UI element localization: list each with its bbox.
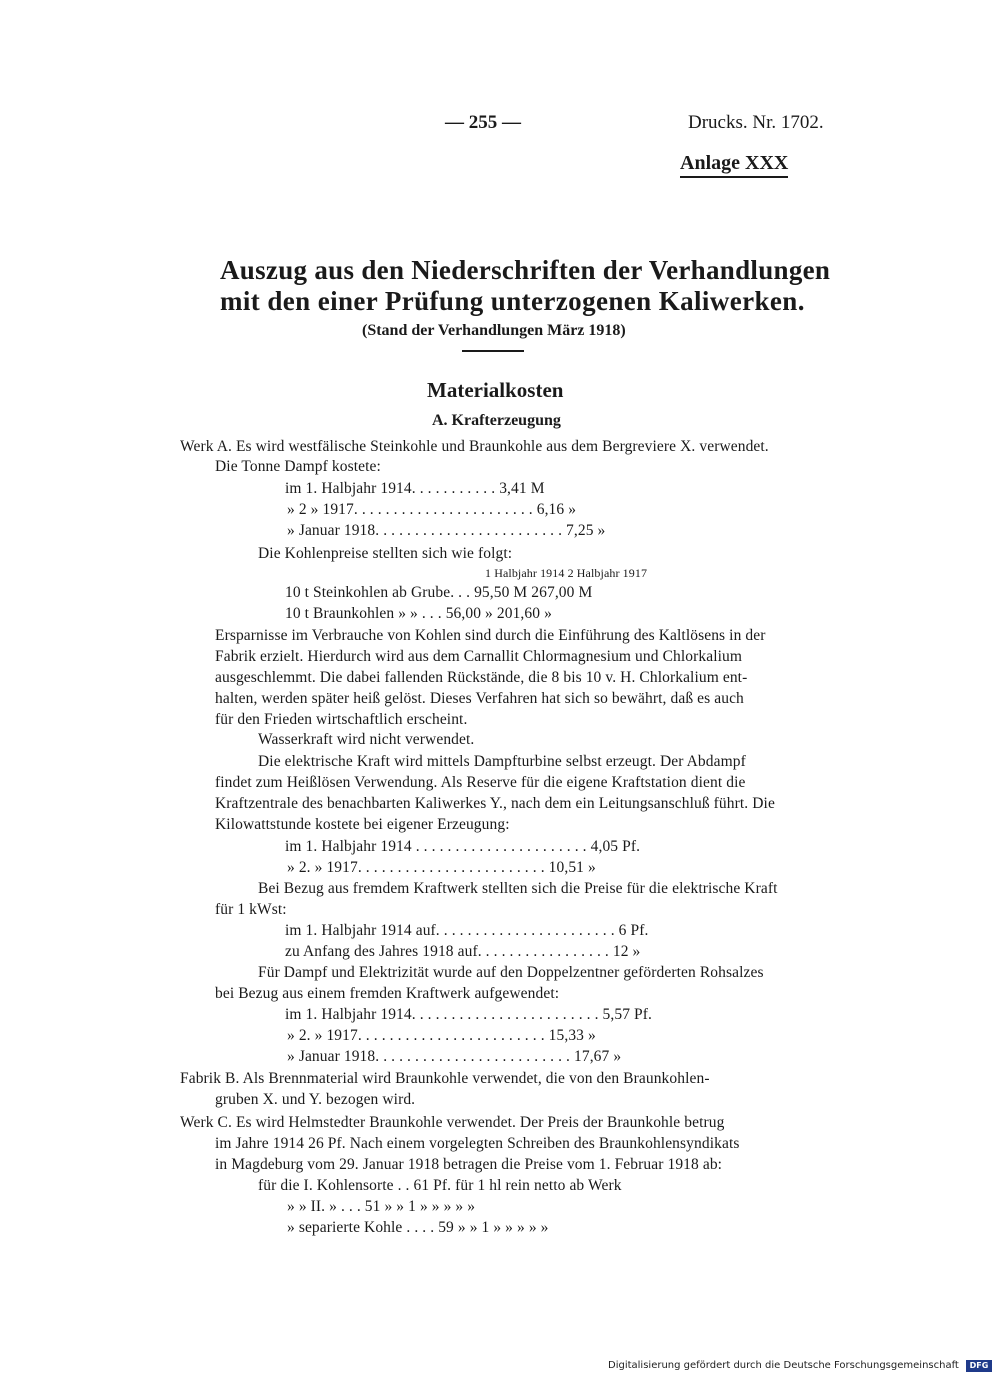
body-line: halten, werden später heiß gelöst. Dieses Verfahren hat sich so bewährt, daß es auch bbox=[215, 690, 744, 707]
body-line: für die I. Kohlensorte . . 61 Pf. für 1 hl rein netto ab Werk bbox=[258, 1177, 622, 1194]
body-line: bei Bezug aus einem fremden Kraftwerk aufgewendet: bbox=[215, 985, 560, 1002]
body-line: ausgeschlemmt. Die dabei fallenden Rückstände, die 8 bis 10 v. H. Chlorkalium ent- bbox=[215, 669, 748, 686]
body-line: im Jahre 1914 26 Pf. Nach einem vorgelegten Schreiben des Braunkohlensyndikats bbox=[215, 1135, 740, 1152]
body-line: Ersparnisse im Verbrauche von Kohlen sind durch die Einführung des Kaltlösens in der bbox=[215, 627, 766, 644]
body-line: » 2. » 1917. . . . . . . . . . . . . . . . . . . . . . . . 15,33 » bbox=[287, 1027, 596, 1044]
body-line: Bei Bezug aus fremdem Kraftwerk stellten sich die Preise für die elektrische Kraft bbox=[258, 880, 778, 897]
body-line: Wasserkraft wird nicht verwendet. bbox=[258, 731, 475, 748]
body-line-werk-c: Werk C. Es wird Helmstedter Braunkohle verwendet. Der Preis der Braunkohle betrug bbox=[180, 1114, 725, 1131]
body-line-werk-a: Werk A. Es wird westfälische Steinkohle und Braunkohle aus dem Bergreviere X. verwendet. bbox=[180, 438, 769, 455]
body-line: Fabrik erzielt. Hierdurch wird aus dem Carnallit Chlormagnesium und Chlorkalium bbox=[215, 648, 743, 665]
body-line-fabrik-b: Fabrik B. Als Brennmaterial wird Braunkohle verwendet, die von den Braunkohlen- bbox=[180, 1070, 710, 1087]
section-subheading: A. Krafterzeugung bbox=[432, 412, 561, 429]
body-line: im 1. Halbjahr 1914. . . . . . . . . . . . . . . . . . . . . . . . 5,57 Pf. bbox=[285, 1006, 652, 1023]
body-line: Die elektrische Kraft wird mittels Dampfturbine selbst erzeugt. Der Abdampf bbox=[258, 753, 746, 770]
body-line: im 1. Halbjahr 1914 auf. . . . . . . . . . . . . . . . . . . . . . . 6 Pf. bbox=[285, 922, 649, 939]
body-line: findet zum Heißlösen Verwendung. Als Reserve für die eigene Kraftstation dient die bbox=[215, 774, 746, 791]
dfg-logo: DFG bbox=[966, 1360, 992, 1372]
annex-label: Anlage XXX bbox=[680, 152, 788, 178]
body-line: für 1 kWst: bbox=[215, 901, 287, 918]
body-line: Kraftzentrale des benachbarten Kaliwerkes Y., nach dem ein Leitungsanschluß führt. Die bbox=[215, 795, 775, 812]
subtitle: (Stand der Verhandlungen März 1918) bbox=[362, 322, 626, 339]
body-line: Für Dampf und Elektrizität wurde auf den Doppelzentner geförderten Rohsalzes bbox=[258, 964, 764, 981]
page-number: — 255 — bbox=[445, 112, 521, 133]
body-line: » 2. » 1917. . . . . . . . . . . . . . . . . . . . . . . . 10,51 » bbox=[287, 859, 596, 876]
body-line: » » II. » . . . 51 » » 1 » » » » » bbox=[287, 1198, 476, 1215]
body-line: im 1. Halbjahr 1914. . . . . . . . . . . 3,41 M bbox=[285, 480, 545, 497]
body-line: Die Tonne Dampf kostete: bbox=[215, 458, 381, 475]
body-line: im 1. Halbjahr 1914 . . . . . . . . . . . . . . . . . . . . . . 4,05 Pf. bbox=[285, 838, 641, 855]
body-line: Die Kohlenpreise stellten sich wie folgt: bbox=[258, 545, 513, 562]
body-line: 10 t Steinkohlen ab Grube. . . 95,50 M 267,00 M bbox=[285, 584, 593, 601]
body-line: in Magdeburg vom 29. Januar 1918 betragen die Preise vom 1. Februar 1918 ab: bbox=[215, 1156, 723, 1173]
body-line: » separierte Kohle . . . . 59 » » 1 » » » » » bbox=[287, 1219, 549, 1236]
body-line: » Januar 1918. . . . . . . . . . . . . . . . . . . . . . . . . 17,67 » bbox=[287, 1048, 622, 1065]
section-heading: Materialkosten bbox=[427, 378, 564, 402]
body-line: 10 t Braunkohlen » » . . . 56,00 » 201,60 » bbox=[285, 605, 552, 622]
footer-credit: Digitalisierung gefördert durch die Deutsche Forschungsgemeinschaft bbox=[608, 1360, 959, 1371]
title-line-2: mit den einer Prüfung unterzogenen Kaliwerken. bbox=[220, 286, 805, 316]
title-divider bbox=[462, 350, 524, 352]
body-line: zu Anfang des Jahres 1918 auf. . . . . . . . . . . . . . . . . 12 » bbox=[285, 943, 641, 960]
body-line: gruben X. und Y. bezogen wird. bbox=[215, 1091, 416, 1108]
body-line-column-headers: 1 Halbjahr 1914 2 Halbjahr 1917 bbox=[485, 566, 648, 580]
body-line: » 2 » 1917. . . . . . . . . . . . . . . . . . . . . . . 6,16 » bbox=[287, 501, 577, 518]
body-line: » Januar 1918. . . . . . . . . . . . . . . . . . . . . . . . 7,25 » bbox=[287, 522, 606, 539]
print-reference: Drucks. Nr. 1702. bbox=[688, 112, 824, 133]
body-line: Kilowattstunde kostete bei eigener Erzeugung: bbox=[215, 816, 510, 833]
body-line: für den Frieden wirtschaftlich erscheint. bbox=[215, 711, 468, 728]
title-line-1: Auszug aus den Niederschriften der Verhandlungen bbox=[220, 255, 831, 285]
